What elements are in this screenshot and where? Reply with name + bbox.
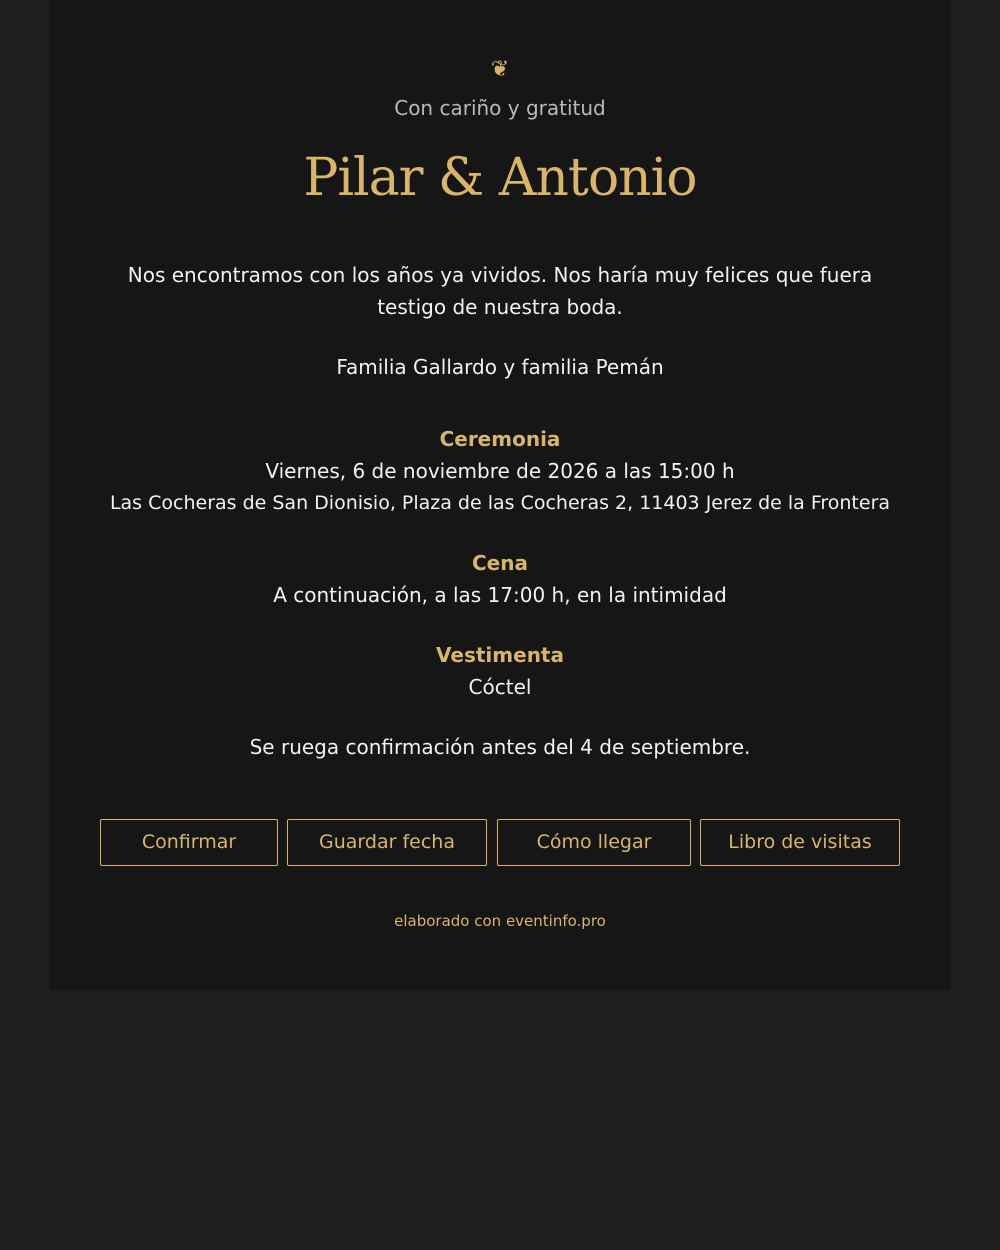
invitation-message: Nos encontramos con los años ya vividos. Nos haría muy felices que fuera testigo de nuestra boda. (127, 263, 873, 319)
ceremony-title: Ceremonia (439, 427, 561, 451)
save-date-button[interactable]: Guardar fecha (287, 819, 487, 866)
floral-heart-icon: ❦ (490, 57, 510, 82)
ceremony-date: Viernes, 6 de noviembre de 2026 a las 15:00 h (265, 459, 735, 483)
families: Familia Gallardo y familia Pemán (336, 355, 664, 379)
invitation-card (50, 0, 950, 990)
dinner-title: Cena (472, 551, 528, 575)
directions-button[interactable]: Cómo llegar (497, 819, 691, 866)
pre-title: Con cariño y gratitud (394, 96, 606, 120)
dinner-text: A continuación, a las 17:00 h, en la intimidad (273, 583, 727, 607)
dress-code-text: Cóctel (468, 675, 532, 699)
guestbook-button[interactable]: Libro de visitas (700, 819, 900, 866)
action-buttons (100, 819, 900, 866)
footer-credit-link[interactable]: elaborado con eventinfo.pro (394, 912, 606, 930)
rsvp-note: Se ruega confirmación antes del 4 de septiembre. (249, 735, 751, 759)
couple-names: Pilar & Antonio (303, 148, 697, 208)
confirm-button[interactable]: Confirmar (100, 819, 278, 866)
ceremony-place: Las Cocheras de San Dionisio, Plaza de las Cocheras 2, 11403 Jerez de la Frontera (109, 492, 891, 514)
dress-code-title: Vestimenta (436, 643, 564, 667)
